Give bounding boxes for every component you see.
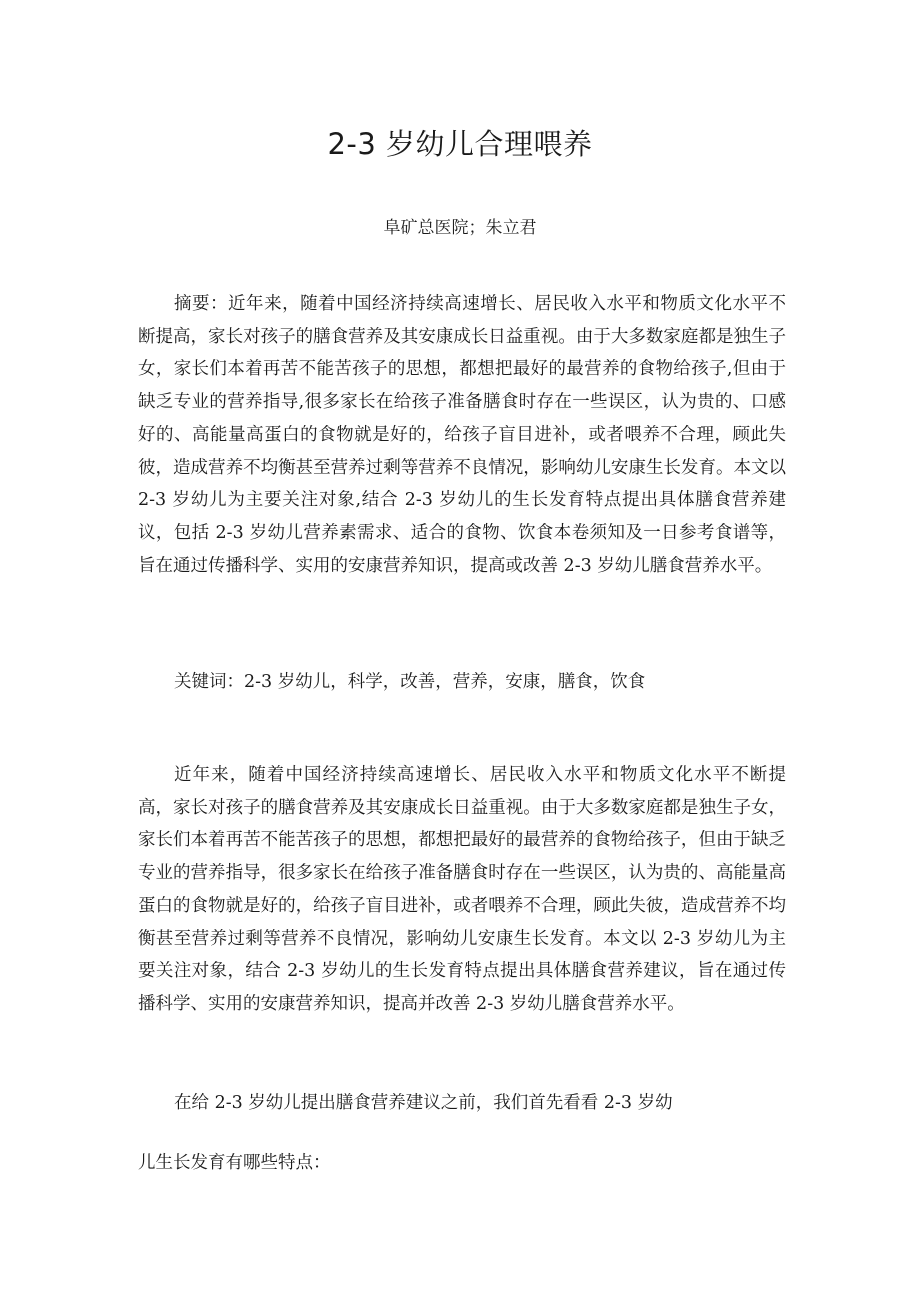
- author-line: 阜矿总医院；朱立君: [383, 218, 537, 238]
- body-paragraph-1: 近年来，随着中国经济持续高速增长、居民收入水平和物质文化水平不断提高，家长对孩子的膳食营养及其安康成长日益重视。由于大多数家庭都是独生子女，家长们本着再苦不能苦孩子的思想，都想把最好的最营养的食物给孩子，但由于缺乏专业的营养指导，很多家长在给孩子准备膳食时存在一些误区，认为贵的、高能量高蛋白的食物就是好的，给孩子盲目进补，或者喂养不合理，顾此失彼，造成营养不均衡甚至营养过剩等营养不良情况，影响幼儿安康生长发育。本文以 2-3 岁幼儿为主要关注对象，结合 2-3 岁幼儿的生长发育特点提出具体膳食营养建议，旨在通过传播科学、实用的安康营养知识，提高并改善 2-3 岁幼儿膳食营养水平。: [138, 765, 786, 1014]
- abstract-paragraph: 摘要：近年来，随着中国经济持续高速增长、居民收入水平和物质文化水平不断提高，家长对孩子的膳食营养及其安康成长日益重视。由于大多数家庭都是独生子女，家长们本着再苦不能苦孩子的思想，都想把最好的最营养的食物给孩子,但由于缺乏专业的营养指导,很多家长在给孩子准备膳食时存在一些误区，认为贵的、口感好的、高能量高蛋白的食物就是好的，给孩子盲目进补，或者喂养不合理，顾此失彼，造成营养不均衡甚至营养过剩等营养不良情况，影响幼儿安康生长发育。本文以 2-3 岁幼儿为主要关注对象,结合 2-3 岁幼儿的生长发育特点提出具体膳食营养建议，包括 2-3 岁幼儿营养素需求、适合的食物、饮食本卷须知及一日参考食谱等，旨在通过传播科学、实用的安康营养知识，提高或改善 2-3 岁幼儿膳食营养水平。: [138, 294, 786, 576]
- document-title: 2-3 岁幼儿合理喂养: [327, 127, 593, 161]
- body-paragraph-3: 儿生长发育有哪些特点：: [138, 1153, 331, 1173]
- body-paragraph-2: 在给 2-3 岁幼儿提出膳食营养建议之前，我们首先看看 2-3 岁幼: [174, 1093, 673, 1113]
- keywords-line: 关键词：2-3 岁幼儿，科学，改善，营养，安康，膳食，饮食: [174, 672, 646, 692]
